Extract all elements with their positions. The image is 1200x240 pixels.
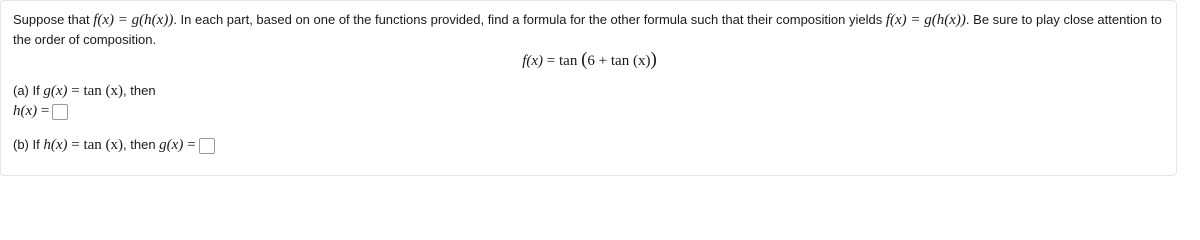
part-a-unknown-fn: h(x) [13, 103, 38, 119]
part-a-given-fn: g(x) [43, 83, 68, 99]
prompt-text-2: . In each part, based on one of the functions provided, find a formula for the other formula such that their composition yields [173, 12, 886, 27]
problem-prompt [13, 10, 1173, 49]
formula-close-paren: ) [650, 49, 657, 70]
part-b-eq: = [183, 137, 196, 153]
composition-formula-1: f(x) = g(h(x)) [93, 12, 174, 28]
part-b-given-fn: h(x) [43, 137, 68, 153]
part-a-given-expr: = tan (x) [67, 83, 124, 99]
part-b [13, 135, 215, 155]
part-a-prefix: (a) If [13, 83, 44, 98]
part-b-answer-input[interactable] [199, 138, 215, 154]
formula-lhs: f(x) [522, 53, 544, 69]
formula-open-paren: ( [581, 49, 588, 70]
composition-formula-2: f(x) = g(h(x)) [885, 12, 966, 28]
prompt-text-1: Suppose that [13, 12, 94, 27]
part-a-answer-input[interactable] [52, 104, 68, 120]
part-b-mid: , then [123, 137, 160, 152]
part-a-suffix: , then [123, 83, 156, 98]
formula-inner: 6 + tan (x) [587, 53, 651, 69]
part-a-eq: = [37, 103, 50, 119]
part-a [13, 81, 156, 121]
part-a-line-1 [13, 81, 156, 101]
part-a-line-2 [13, 101, 156, 121]
part-b-prefix: (b) If [13, 137, 44, 152]
given-function-formula [1, 49, 1178, 71]
formula-eq: = tan [543, 53, 582, 69]
part-b-given-expr: = tan (x) [67, 137, 124, 153]
prompt-text-3: . Be sure to play close attention to the order of composition. [13, 12, 1162, 47]
part-b-unknown-fn: g(x) [159, 137, 184, 153]
